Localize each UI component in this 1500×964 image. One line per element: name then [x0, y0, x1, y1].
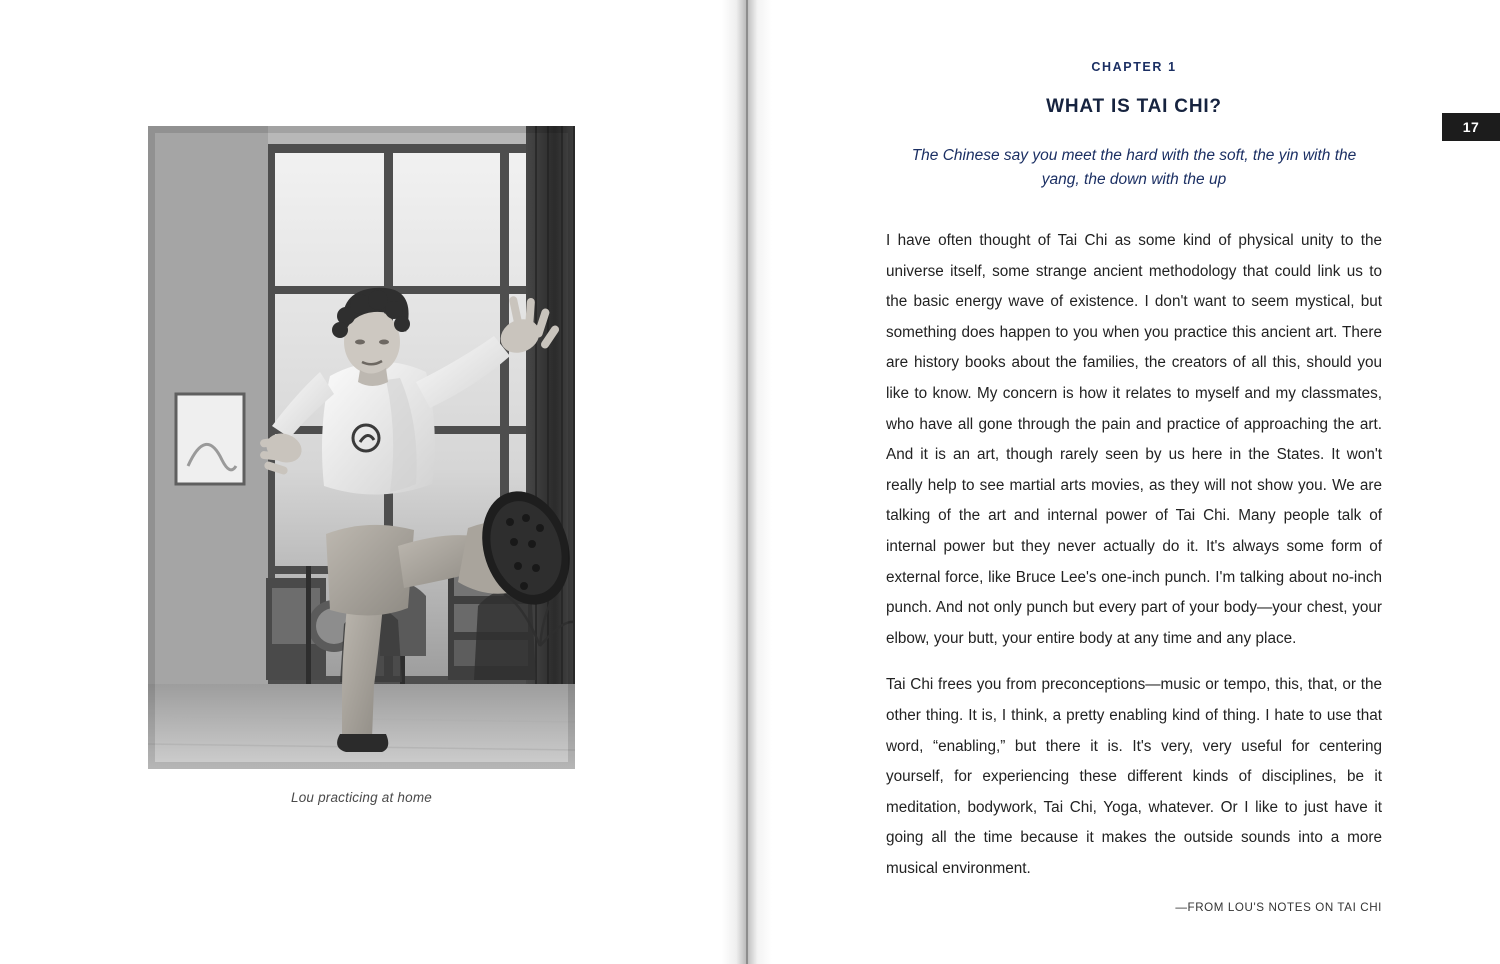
chapter-text-column	[886, 60, 1382, 914]
gutter-shadow-right	[748, 0, 772, 964]
photo-caption: Lou practicing at home	[291, 790, 432, 805]
body-paragraph-2: Tai Chi frees you from preconceptions—music or tempo, this, that, or the other thing. It is, I think, a pretty enabling kind of thing. I hate to use that word, “enabling,” but there it is. It's very, very useful for centering yourself, for experiencing these different kinds of disciplines, be it meditation, bodywork, Tai Chi, Yoga, whatever. Or I like to just have it going all the time because it makes the outside sounds into a more musical environment.	[886, 676, 1382, 877]
left-page	[0, 0, 748, 964]
body-paragraph-1: I have often thought of Tai Chi as some kind of physical unity to the universe itself, some strange ancient methodology that could link us to the basic energy wave of existence. I don't want to seem mystical, but something does happen to you when you practice this ancient art. There are history books about the families, the creators of all this, should you like to know. My concern is how it relates to myself and my classmates, who have all gone through the pain and practice of approaching the art. And it is an art, though rarely seen by us here in the States. It won't really help to see martial arts movies, as they will not show you. We are talking of the art and internal power of Tai Chi. Many people talk of internal power but they never actually do it. It's always some form of external force, like Bruce Lee's one-inch punch. I'm talking about no-inch punch. And not only punch but every part of your body—your chest, your elbow, your butt, your entire body at any time and any place.	[886, 232, 1382, 647]
right-page	[748, 0, 1500, 964]
source-attribution: —FROM LOU'S NOTES ON TAI CHI	[1175, 900, 1382, 914]
photo-illustration	[148, 126, 575, 769]
gutter-shadow-left	[722, 0, 748, 964]
lou-practicing-photo	[148, 126, 575, 769]
chapter-label: CHAPTER 1	[1091, 60, 1177, 74]
chapter-title: WHAT IS TAI CHI?	[1046, 96, 1222, 117]
chapter-epigraph: The Chinese say you meet the hard with the soft, the yin with the yang, the down with the up	[911, 147, 1357, 189]
page-number-tab: 17	[1442, 113, 1500, 141]
